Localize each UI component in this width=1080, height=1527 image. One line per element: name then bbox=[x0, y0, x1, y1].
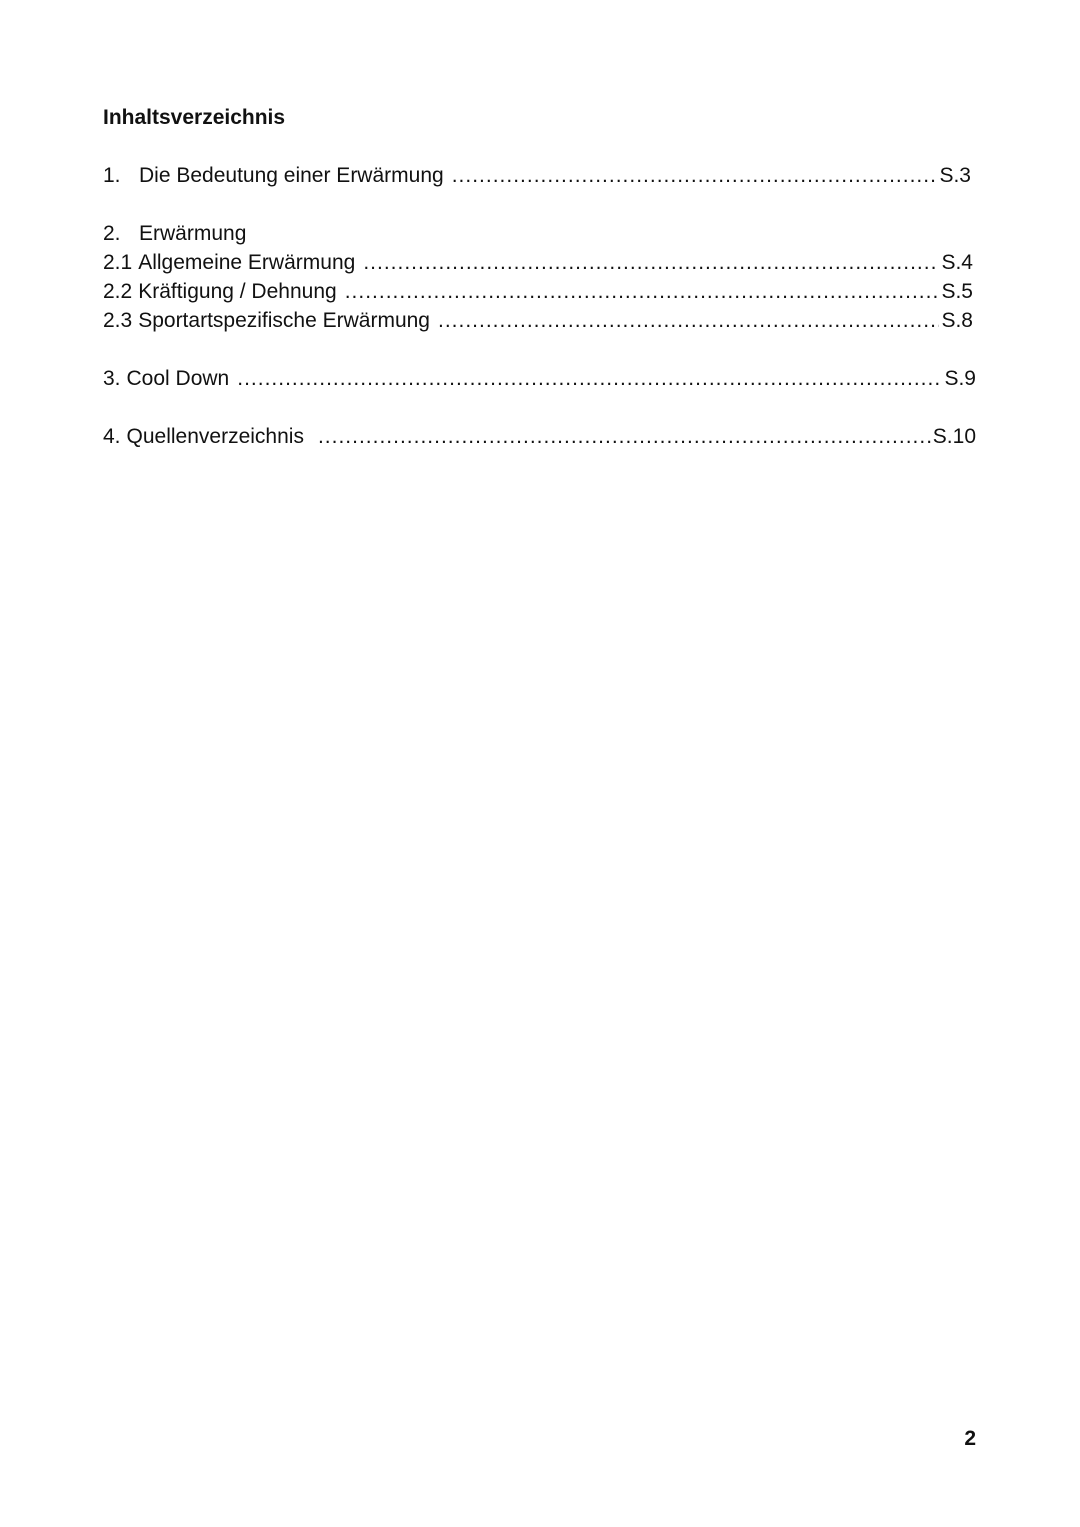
toc-entry-2-1[interactable] bbox=[103, 249, 976, 277]
toc-dot-leader bbox=[363, 249, 939, 277]
toc-entry-number: 2. bbox=[103, 222, 121, 245]
toc-entry-number: 2.2 bbox=[103, 280, 133, 303]
toc-entry-number: 1. bbox=[103, 164, 121, 187]
toc-dot-leader bbox=[438, 307, 939, 335]
toc-entry-label: Cool Down bbox=[126, 367, 230, 390]
toc-entry-page: S.9 bbox=[944, 367, 976, 390]
toc-dot-leader bbox=[237, 365, 942, 393]
toc-title: Inhaltsverzeichnis bbox=[103, 106, 286, 129]
toc-entry-page: S.5 bbox=[941, 280, 973, 303]
toc-entry-number: 3. bbox=[103, 367, 121, 390]
toc-entry-label: Allgemeine Erwärmung bbox=[138, 251, 356, 274]
toc-entry-label: Quellenverzeichnis bbox=[126, 425, 304, 448]
toc-entry-page: S.8 bbox=[941, 309, 973, 332]
toc-entry-1[interactable] bbox=[103, 162, 976, 190]
toc-entry-label: Erwärmung bbox=[139, 222, 247, 245]
toc-dot-leader bbox=[345, 278, 940, 306]
toc-entry-2-3[interactable] bbox=[103, 307, 976, 335]
toc-entry-label: Sportartspezifische Erwärmung bbox=[138, 309, 430, 332]
page-number: 2 bbox=[964, 1427, 976, 1450]
toc-entry-page: S.10 bbox=[932, 425, 976, 448]
toc-entry-3[interactable] bbox=[103, 365, 976, 393]
toc-entry-2-2[interactable] bbox=[103, 278, 976, 306]
toc-entry-4[interactable] bbox=[103, 423, 976, 451]
toc-entry-label: Die Bedeutung einer Erwärmung bbox=[139, 164, 444, 187]
toc-entry-label: Kräftigung / Dehnung bbox=[138, 280, 337, 303]
toc-entry-number: 2.3 bbox=[103, 309, 133, 332]
toc-dot-leader bbox=[452, 162, 938, 190]
toc-entry-page: S.3 bbox=[939, 164, 971, 187]
toc-entry-page: S.4 bbox=[941, 251, 973, 274]
toc-entry-number: 2.1 bbox=[103, 251, 133, 274]
toc-entry-number: 4. bbox=[103, 425, 121, 448]
toc-entry-2[interactable] bbox=[103, 220, 976, 248]
toc-dot-leader bbox=[318, 423, 931, 451]
